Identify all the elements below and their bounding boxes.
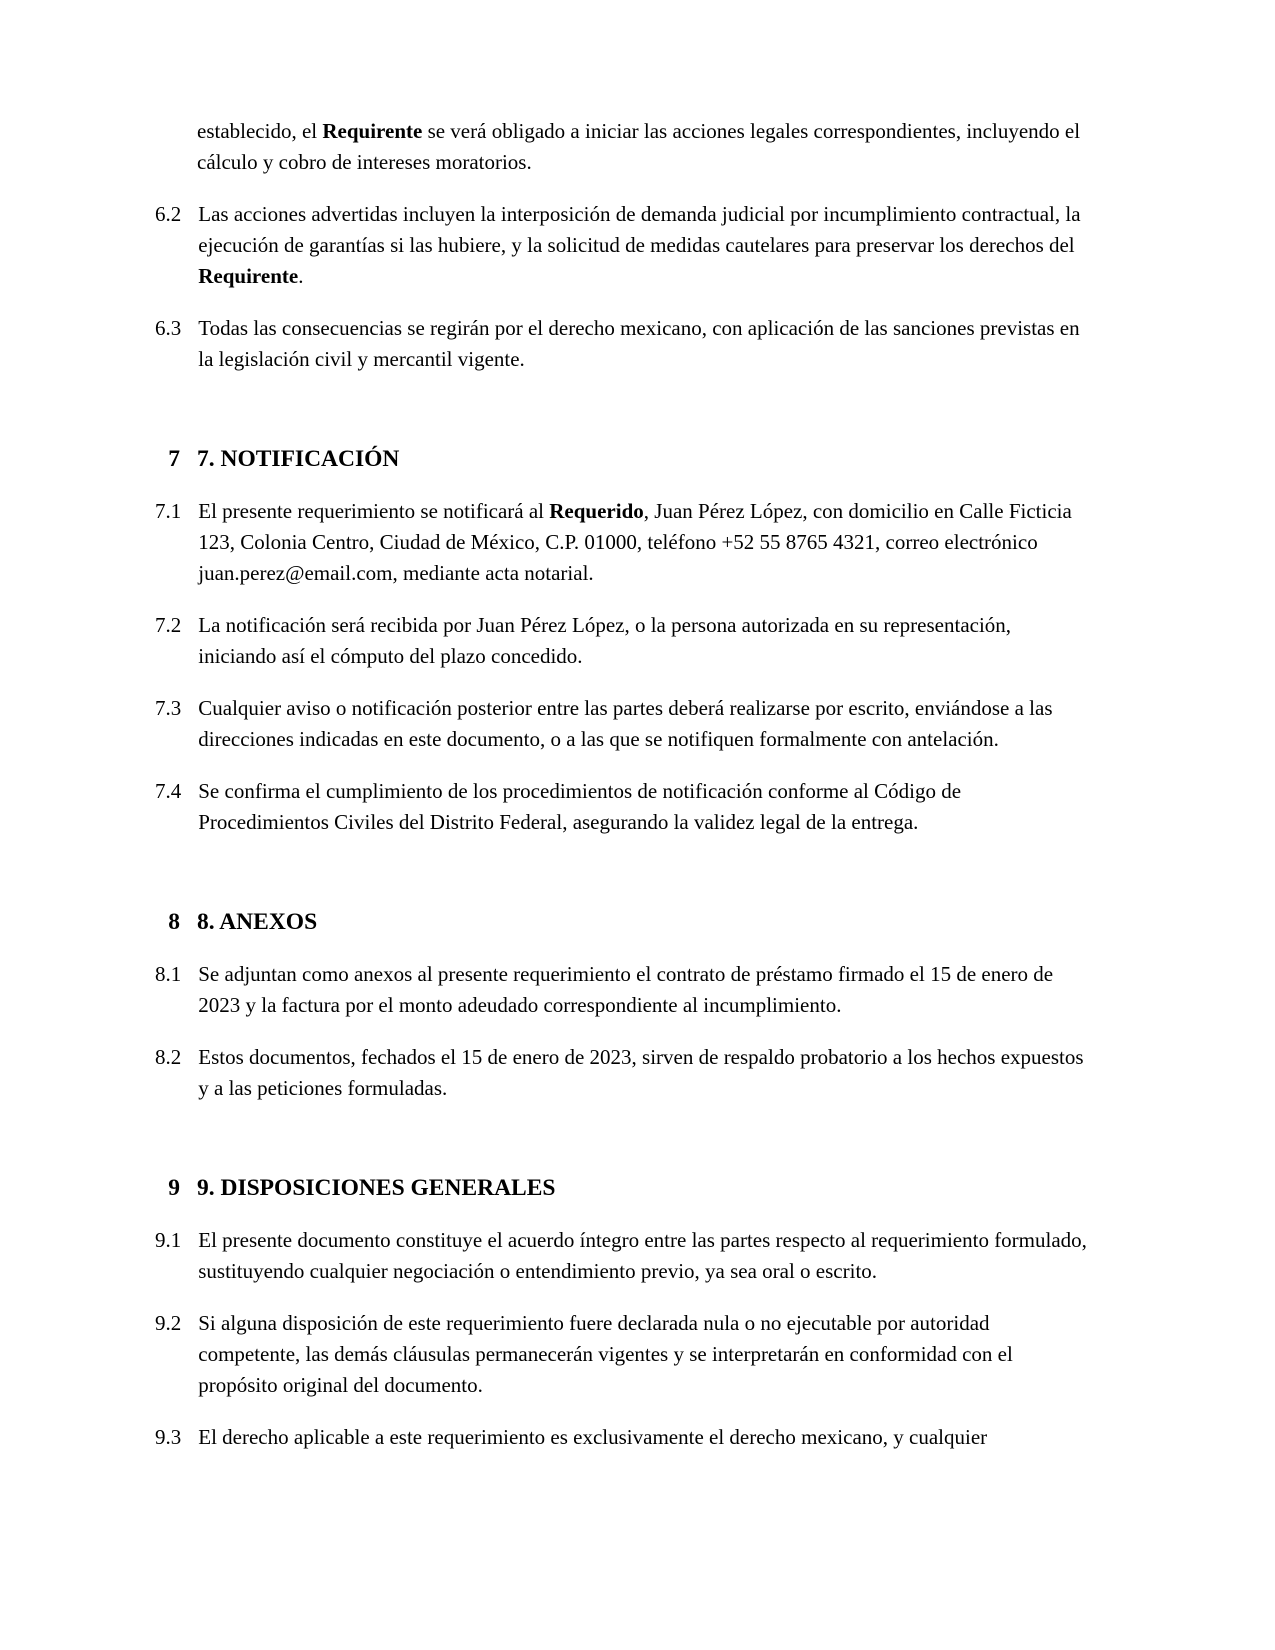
- clause-row: [155, 199, 1145, 292]
- text-segment: Se adjuntan como anexos al presente requerimiento el contrato de préstamo firmado el 15 de enero de 2023 y la factura por el monto adeudado correspondiente al incumplimiento.: [198, 962, 1054, 1017]
- clause-number: 7.1: [155, 499, 182, 523]
- clause-row: [155, 693, 1145, 755]
- section-number: 9: [168, 1175, 180, 1201]
- clause-text: [198, 959, 1091, 1021]
- text-segment: Todas las consecuencias se regirán por el derecho mexicano, con aplicación de las sanciones previstas en la legislación civil y mercantil vigente.: [198, 316, 1080, 371]
- clause-text: [198, 1225, 1091, 1287]
- clause-row: [155, 313, 1145, 375]
- clause-text: [198, 693, 1091, 755]
- clause-number: 9.3: [155, 1425, 182, 1449]
- text-segment: Se confirma el cumplimiento de los procedimientos de notificación conforme al Código de Procedimientos Civiles del Distrito Federal, asegurando la validez legal de la entrega.: [198, 779, 962, 834]
- section-title: 9. DISPOSICIONES GENERALES: [197, 1175, 556, 1201]
- clause-text: [198, 313, 1091, 375]
- section-title: 8. ANEXOS: [197, 909, 318, 935]
- clause-number: 9.2: [155, 1311, 182, 1335]
- section-number: 8: [168, 909, 180, 935]
- text-segment: Las acciones advertidas incluyen la interposición de demanda judicial por incumplimiento contractual, la ejecución de garantías si las hubiere, y la solicitud de medidas cautelares para preservar los derechos del: [198, 202, 1081, 257]
- clause-number: 6.2: [155, 202, 182, 226]
- clause-row: [155, 496, 1145, 589]
- clause-number: 7.3: [155, 696, 182, 720]
- text-segment: El derecho aplicable a este requerimiento es exclusivamente el derecho mexicano, y cualquier: [198, 1425, 988, 1449]
- section-title: 7. NOTIFICACIÓN: [197, 446, 400, 472]
- paragraph-continuation-row: [155, 116, 1145, 178]
- clause-number: 7.4: [155, 779, 182, 803]
- section-heading-row: [155, 1173, 1145, 1204]
- text-segment: El presente requerimiento se notificará al: [198, 499, 550, 523]
- section-heading-row: [155, 907, 1145, 938]
- clause-text: [198, 610, 1091, 672]
- bold-term: Requirente: [198, 264, 299, 288]
- clause-row: [155, 1042, 1145, 1104]
- text-segment: El presente documento constituye el acuerdo íntegro entre las partes respecto al requerimiento formulado, sustituyendo cualquier negociación o entendimiento previo, ya sea oral o escrito.: [198, 1228, 1087, 1283]
- clause-row: [155, 776, 1145, 838]
- clause-row: [155, 959, 1145, 1021]
- text-segment: La notificación será recibida por Juan Pérez López, o la persona autorizada en su representación, iniciando así el cómputo del plazo concedido.: [198, 613, 1012, 668]
- clause-row: [155, 610, 1145, 672]
- text-segment: se verá obligado a iniciar las acciones legales correspondientes, incluyendo el cálculo y cobro de intereses moratorios.: [197, 119, 1081, 174]
- section-heading-row: [155, 444, 1145, 475]
- document-body: [155, 116, 1145, 1453]
- text-segment: Estos documentos, fechados el 15 de enero de 2023, sirven de respaldo probatorio a los hechos expuestos y a las peticiones formuladas.: [198, 1045, 1084, 1100]
- clause-number: 8.1: [155, 962, 182, 986]
- clause-row: [155, 1422, 1145, 1453]
- clause-text: [198, 1422, 1091, 1453]
- clause-text: [198, 496, 1091, 589]
- text-segment: , Juan Pérez López, con domicilio en Calle Ficticia 123, Colonia Centro, Ciudad de México, C.P. 01000, teléfono +52 55 8765 4321, correo electrónico juan.perez@email.com, mediante acta notarial.: [198, 499, 1072, 585]
- clause-row: [155, 1308, 1145, 1401]
- clause-number: 8.2: [155, 1045, 182, 1069]
- text-segment: Si alguna disposición de este requerimiento fuere declarada nula o no ejecutable por autoridad competente, las demás cláusulas permanecerán vigentes y se interpretarán en conformidad con el propósito original del documento.: [198, 1311, 1013, 1397]
- clause-number: 7.2: [155, 613, 182, 637]
- bold-term: Requirente: [322, 119, 423, 143]
- clause-text: [198, 776, 1091, 838]
- text-segment: .: [298, 264, 304, 288]
- clause-row: [155, 1225, 1145, 1287]
- section-number: 7: [168, 446, 180, 472]
- clause-number: 9.1: [155, 1228, 182, 1252]
- clause-number: 6.3: [155, 316, 182, 340]
- bold-term: Requerido: [549, 499, 644, 523]
- clause-text: [198, 1308, 1091, 1401]
- clause-text: [198, 1042, 1091, 1104]
- text-segment: Cualquier aviso o notificación posterior entre las partes deberá realizarse por escrito, enviándose a las direcciones indicadas en este documento, o a las que se notifiquen formalmente con antelación.: [198, 696, 1053, 751]
- clause-text: [198, 199, 1091, 292]
- paragraph-text: [197, 116, 1090, 178]
- text-segment: establecido, el: [197, 119, 323, 143]
